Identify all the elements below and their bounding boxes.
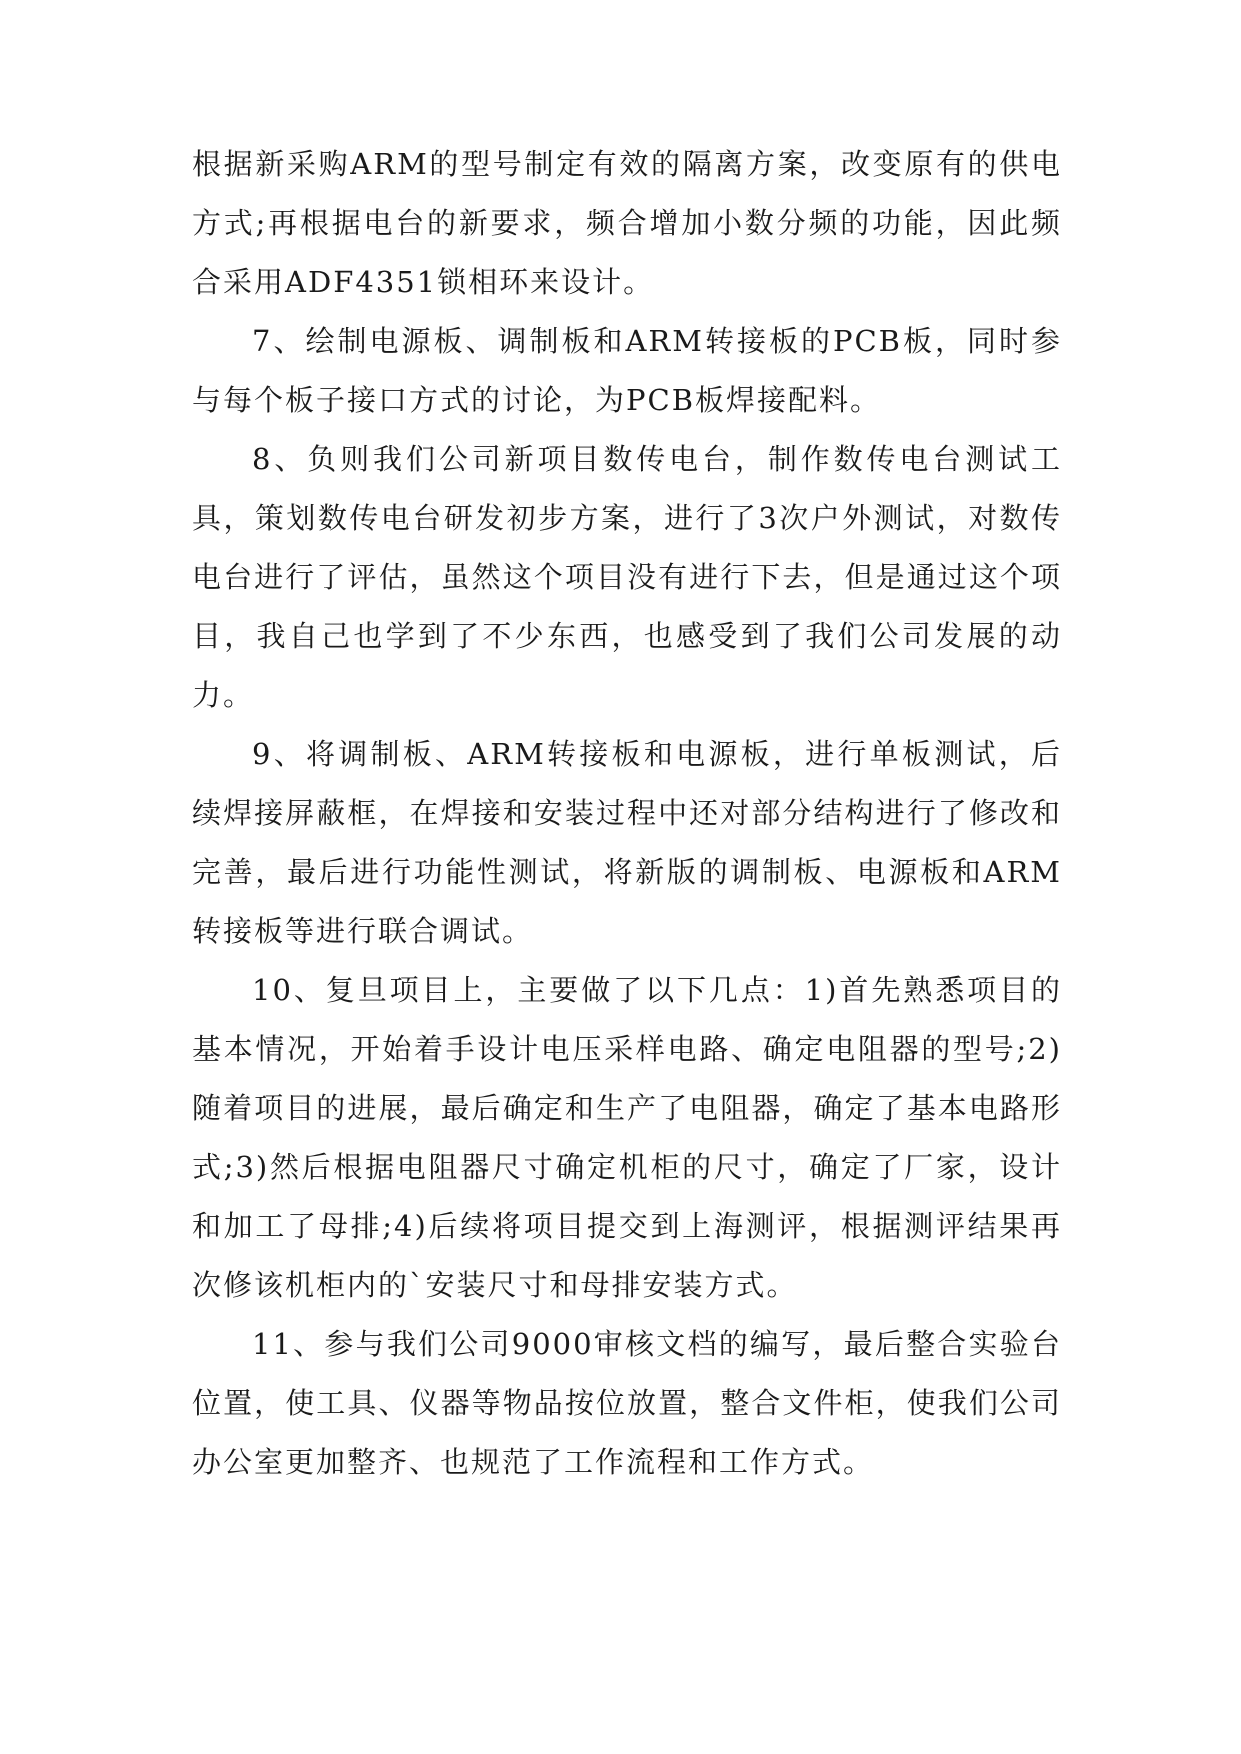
paragraph-continuation: 根据新采购ARM的型号制定有效的隔离方案，改变原有的供电方式;再根据电台的新要求，频合增加小数分频的功能，因此频合采用ADF4351锁相环来设计。 bbox=[192, 147, 1062, 299]
document-body bbox=[192, 135, 1062, 1492]
paragraph-item-11: 11、参与我们公司9000审核文档的编写，最后整合实验台位置，使工具、仪器等物品按位放置，整合文件柜，使我们公司办公室更加整齐、也规范了工作流程和工作方式。 bbox=[192, 1327, 1062, 1479]
paragraph-item-7: 7、绘制电源板、调制板和ARM转接板的PCB板，同时参与每个板子接口方式的讨论，为PCB板焊接配料。 bbox=[192, 324, 1062, 417]
paragraph-item-10: 10、复旦项目上，主要做了以下几点：1)首先熟悉项目的基本情况，开始着手设计电压采样电路、确定电阻器的型号;2)随着项目的进展，最后确定和生产了电阻器，确定了基本电路形式;3)然后根据电阻器尺寸确定机柜的尺寸，确定了厂家，设计和加工了母排;4)后续将项目提交到上海测评，根据测评结果再次修该机柜内的`安装尺寸和母排安装方式。 bbox=[192, 973, 1062, 1302]
paragraph-item-8: 8、负则我们公司新项目数传电台，制作数传电台测试工具，策划数传电台研发初步方案，进行了3次户外测试，对数传电台进行了评估，虽然这个项目没有进行下去，但是通过这个项目，我自己也学到了不少东西，也感受到了我们公司发展的动力。 bbox=[192, 442, 1062, 712]
paragraph-item-9: 9、将调制板、ARM转接板和电源板，进行单板测试，后续焊接屏蔽框，在焊接和安装过程中还对部分结构进行了修改和完善，最后进行功能性测试，将新版的调制板、电源板和ARM转接板等进行联合调试。 bbox=[192, 737, 1062, 948]
